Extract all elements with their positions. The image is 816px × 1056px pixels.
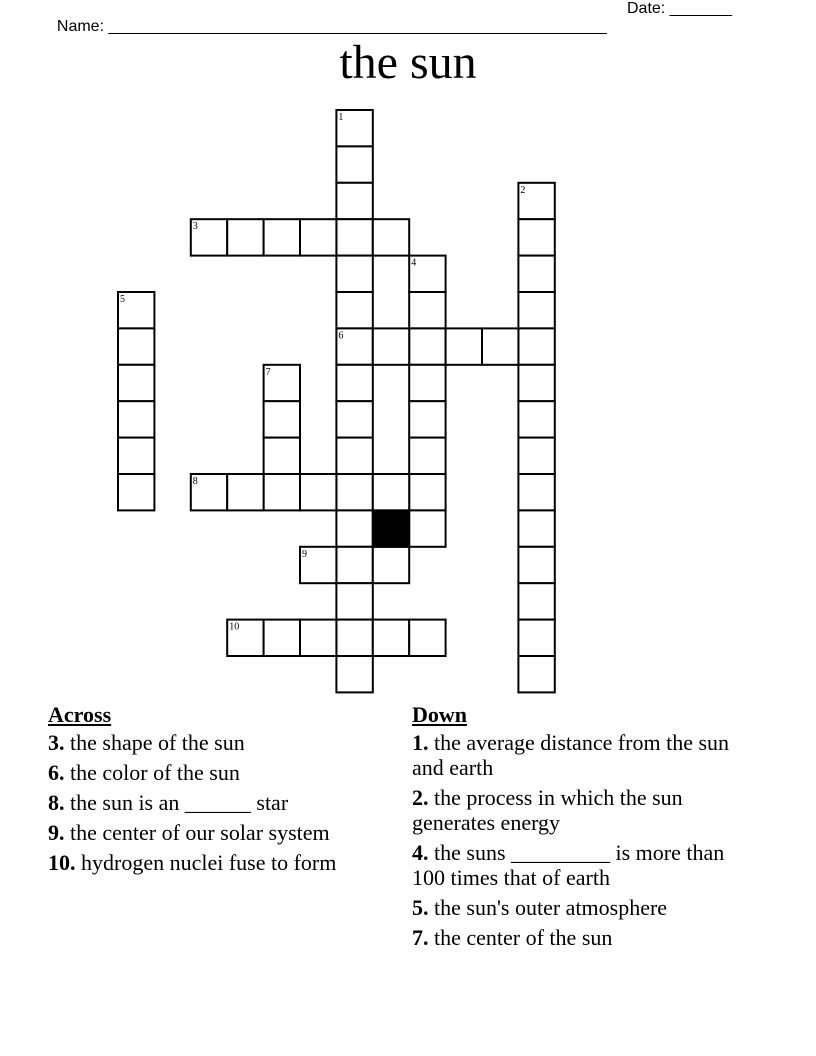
grid-cell[interactable]: [518, 656, 554, 692]
grid-cell[interactable]: [518, 583, 554, 619]
down-clues: [412, 702, 742, 955]
grid-cell[interactable]: [264, 219, 300, 255]
grid-cell[interactable]: [300, 219, 336, 255]
grid-cell[interactable]: [336, 547, 372, 583]
across-clue-list: [48, 730, 388, 875]
grid-cell[interactable]: [118, 438, 154, 474]
clue-item: [48, 760, 388, 785]
name-label: Name: ________________________________________________________: [56, 18, 607, 35]
grid-cell[interactable]: [409, 510, 445, 546]
grid-cell[interactable]: [518, 365, 554, 401]
grid-cell[interactable]: [264, 401, 300, 437]
grid-cell[interactable]: [409, 401, 445, 437]
clue-number: 6.: [48, 760, 65, 785]
clue-number: 10.: [48, 850, 76, 875]
grid-cell[interactable]: [409, 620, 445, 656]
grid-cell[interactable]: [482, 328, 518, 364]
grid-cell[interactable]: [409, 438, 445, 474]
grid-cell[interactable]: [518, 256, 554, 292]
grid-cell[interactable]: [118, 328, 154, 364]
grid-cell[interactable]: [518, 620, 554, 656]
grid-cell[interactable]: [118, 474, 154, 510]
across-clues: [48, 702, 388, 880]
clue-item: [412, 895, 742, 920]
grid-cell[interactable]: [409, 328, 445, 364]
grid-cell[interactable]: [373, 219, 409, 255]
grid-cell[interactable]: [336, 146, 372, 182]
clue-number: 7.: [412, 925, 429, 950]
clue-item: [412, 785, 742, 835]
clue-number: 8.: [48, 790, 65, 815]
grid-cell[interactable]: [336, 365, 372, 401]
across-heading: Across: [48, 702, 112, 727]
grid-cell[interactable]: [264, 438, 300, 474]
clue-number: 1.: [412, 730, 429, 755]
clue-item: [48, 820, 388, 845]
grid-cell[interactable]: [227, 219, 263, 255]
clue-text: the average distance from the sun and earth: [412, 730, 730, 780]
clue-number-label: 5: [120, 294, 125, 305]
grid-cell[interactable]: [409, 292, 445, 328]
grid-block: [373, 510, 409, 546]
grid-cell[interactable]: [300, 474, 336, 510]
clue-item: [48, 730, 388, 755]
clue-number-label: 10: [229, 621, 240, 633]
grid-cell[interactable]: [518, 292, 554, 328]
down-clue-list: [412, 730, 742, 950]
clue-text: the sun is an ______ star: [64, 790, 289, 815]
clue-number-label: 8: [192, 476, 198, 487]
grid-cell[interactable]: [336, 510, 372, 546]
clue-text: the process in which the sun generates energy: [412, 785, 683, 835]
grid-cell[interactable]: [518, 401, 554, 437]
grid-cell[interactable]: [336, 474, 372, 510]
grid-cell[interactable]: [300, 620, 336, 656]
clue-number: 9.: [48, 820, 65, 845]
clue-number: 4.: [412, 840, 429, 865]
grid-cell[interactable]: [518, 219, 554, 255]
grid-cell[interactable]: [373, 547, 409, 583]
clue-item: [412, 925, 742, 950]
grid-cell[interactable]: [518, 328, 554, 364]
page-title: the sun: [339, 36, 477, 89]
grid-cell[interactable]: [336, 219, 372, 255]
grid-cell[interactable]: [373, 474, 409, 510]
clue-text: the shape of the sun: [64, 730, 245, 755]
grid-cell[interactable]: [336, 183, 372, 219]
clue-item: [48, 850, 388, 875]
clue-item: [412, 730, 742, 780]
clue-text: hydrogen nuclei fuse to form: [75, 850, 337, 875]
grid-cell[interactable]: [264, 474, 300, 510]
grid-cell[interactable]: [264, 620, 300, 656]
grid-cell[interactable]: [227, 474, 263, 510]
grid-cell[interactable]: [336, 620, 372, 656]
grid-cell[interactable]: [518, 474, 554, 510]
clue-text: the center of the sun: [428, 925, 613, 950]
grid-cell[interactable]: [373, 620, 409, 656]
down-heading: Down: [412, 702, 468, 727]
clue-number-label: 9: [302, 548, 307, 560]
grid-cell[interactable]: [118, 401, 154, 437]
clue-number: 3.: [48, 730, 65, 755]
grid-cell[interactable]: [336, 292, 372, 328]
grid-cell[interactable]: [518, 438, 554, 474]
grid-cell[interactable]: [373, 328, 409, 364]
clue-number: 2.: [412, 785, 429, 810]
clue-number-label: 1: [338, 112, 344, 123]
clue-number-label: 4: [411, 257, 417, 269]
grid-cell[interactable]: [118, 365, 154, 401]
date-label: Date: _______: [627, 0, 732, 17]
clue-number-label: 7: [265, 366, 271, 378]
clue-text: the color of the sun: [64, 760, 240, 785]
grid-cell[interactable]: [409, 365, 445, 401]
clue-number-label: 6: [338, 330, 344, 342]
clue-item: [48, 790, 388, 815]
clue-number-label: 2: [520, 184, 526, 196]
clue-text: the center of our solar system: [64, 820, 330, 845]
clue-number-label: 3: [192, 221, 198, 233]
grid-cell[interactable]: [446, 328, 482, 364]
grid-cell[interactable]: [518, 510, 554, 546]
clue-text: the suns _________ is more than 100 times that of earth: [412, 840, 725, 890]
clue-number: 5.: [412, 895, 429, 920]
clue-item: [412, 840, 742, 890]
grid-cell[interactable]: [336, 438, 372, 474]
grid-cell[interactable]: [518, 547, 554, 583]
grid-cell[interactable]: [336, 656, 372, 692]
clue-text: the sun's outer atmosphere: [428, 895, 668, 920]
grid-cell[interactable]: [336, 256, 372, 292]
grid-cell[interactable]: [409, 474, 445, 510]
grid-cell[interactable]: [336, 401, 372, 437]
grid-cell[interactable]: [336, 583, 372, 619]
